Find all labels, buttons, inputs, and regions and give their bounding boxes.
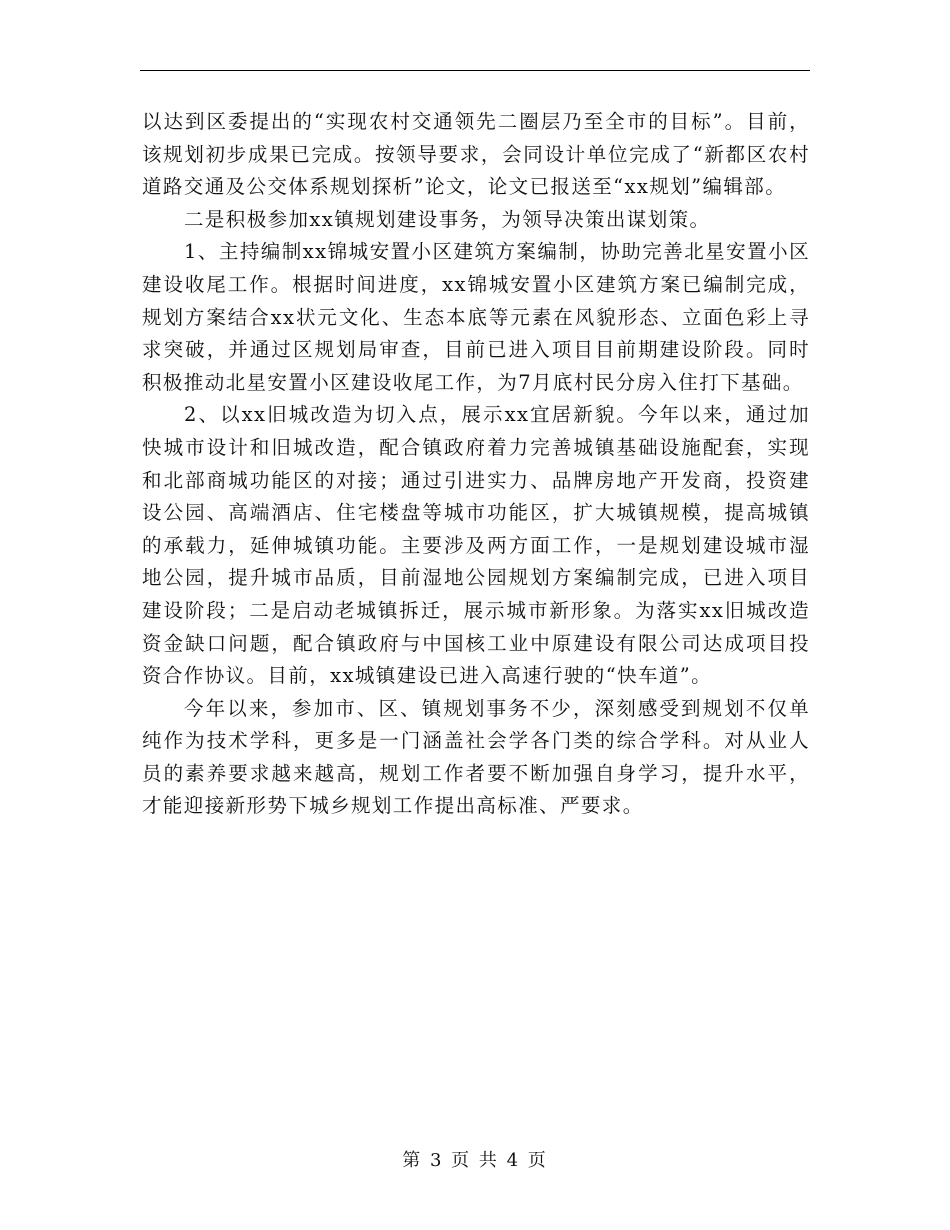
document-body (142, 106, 810, 823)
page-number: 第 3 页 共 4 页 (402, 1150, 548, 1171)
paragraph-item-2: 2、以xx旧城改造为切入点，展示xx宜居新貌。今年以来，通过加快城市设计和旧城改造，配合镇政府着力完善城镇基础设施配套，实现和北部商城功能区的对接；通过引进实力、品牌房地产开发商，投资建设公园、高端酒店、住宅楼盘等城市功能区，扩大城镇规模，提高城镇的承载力，延伸城镇功能。主要涉及两方面工作，一是规划建设城市湿地公园，提升城市品质，目前湿地公园规划方案编制完成，已进入项目建设阶段；二是启动老城镇拆迁，展示城市新形象。为落实xx旧城改造资金缺口问题，配合镇政府与中国核工业中原建设有限公司达成项目投资合作协议。目前，xx城镇建设已进入高速行驶的“快车道”。 (142, 403, 810, 688)
paragraph-continuation: 以达到区委提出的“实现农村交通领先二圈层乃至全市的目标”。目前，该规划初步成果已完成。按领导要求，会同设计单位完成了“新都区农村道路交通及公交体系规划探析”论文，论文已报送至“xx规划”编辑部。 (142, 110, 810, 199)
paragraph-town-planning: 二是积极参加xx镇规划建设事务，为领导决策出谋划策。 (184, 207, 711, 231)
header-rule (140, 70, 810, 71)
paragraph-item-1: 1、主持编制xx锦城安置小区建筑方案编制，协助完善北星安置小区建设收尾工作。根据时间进度，xx锦城安置小区建筑方案已编制完成，规划方案结合xx状元文化、生态本底等元素在风貌形态、立面色彩上寻求突破，并通过区规划局审查，目前已进入项目目前期建设阶段。同时积极推动北星安置小区建设收尾工作，为7月底村民分房入住打下基础。 (142, 240, 810, 394)
paragraph-summary: 今年以来，参加市、区、镇规划事务不少，深刻感受到规划不仅单纯作为技术学科，更多是一门涵盖社会学各门类的综合学科。对从业人员的素养要求越来越高，规划工作者要不断加强自身学习，提升水平，才能迎接新形势下城乡规划工作提出高标准、严要求。 (142, 696, 810, 818)
